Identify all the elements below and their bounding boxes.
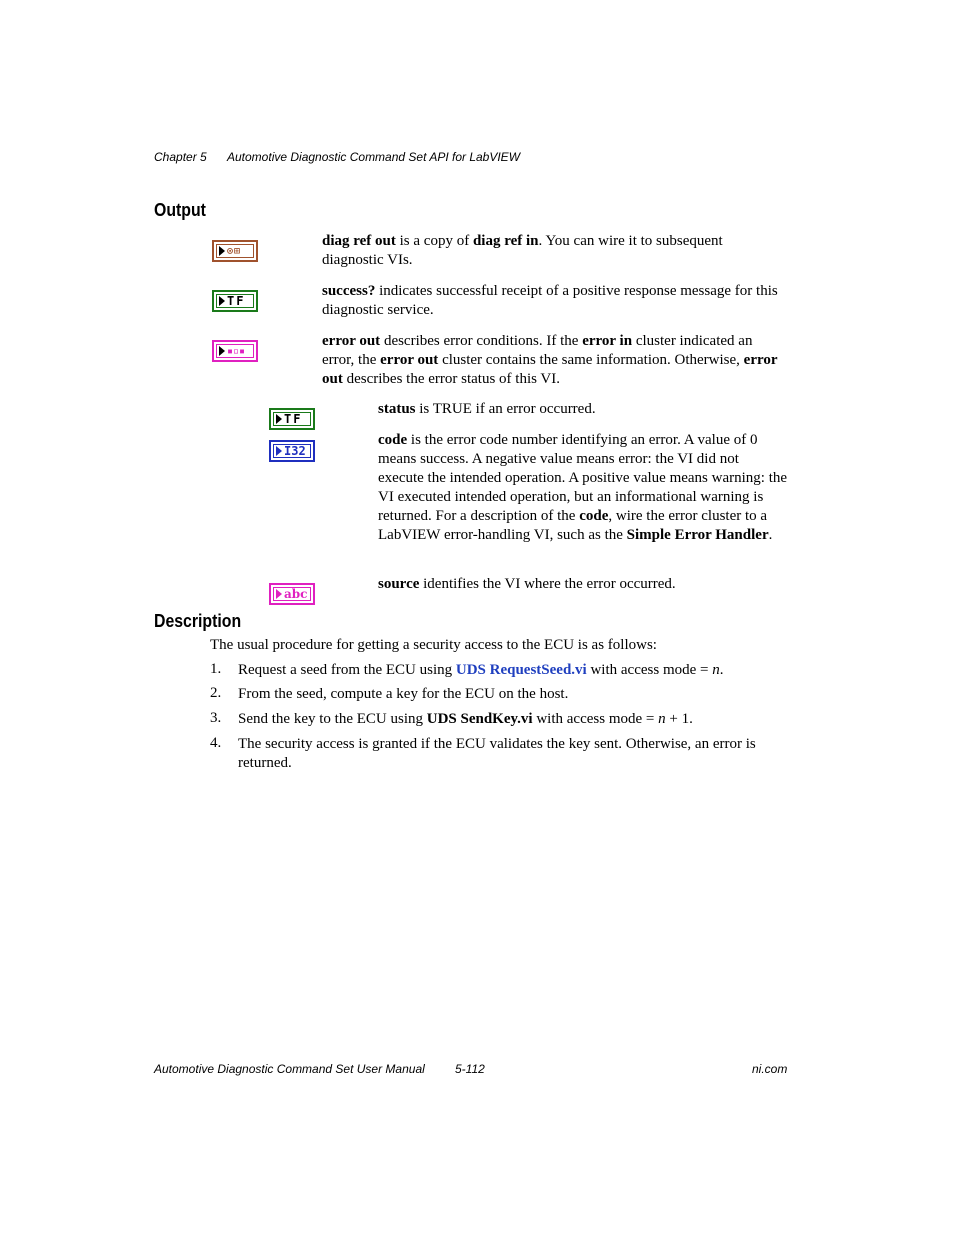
boolean-terminal-icon: TF — [212, 290, 258, 312]
footer-page-number: 5-112 — [455, 1062, 485, 1076]
diag-ref-out-desc: diag ref out is a copy of diag ref in. You can wire it to subsequent diagnostic VIs. — [322, 233, 723, 268]
list-item: Request a seed from the ECU using UDS RequestSeed.vi with access mode = n. — [238, 662, 724, 678]
description-heading: Description — [154, 611, 242, 631]
code-desc: code is the error code number identifying an error. A value of 0 means success. A negative value means error: the VI did not execute the intended operation. A positive value means warning: the VI executed intended operation, but an informational warning is returned. For a description of the code, wire the error cluster to a LabVIEW error-handling VI, such as the Simple Error Handler. — [378, 432, 788, 543]
step-number: 4. — [210, 735, 222, 751]
i32-terminal-icon: I32 — [269, 440, 315, 462]
output-heading: Output — [154, 200, 206, 220]
refnum-terminal-icon: ⊙⊞ — [212, 240, 258, 262]
list-item: Send the key to the ECU using UDS SendKey.vi with access mode = n + 1. — [238, 711, 693, 727]
uds-requestseed-link[interactable]: UDS RequestSeed.vi — [455, 662, 587, 678]
term-name: diag ref out — [322, 233, 396, 249]
list-item: From the seed, compute a key for the ECU on the host. — [238, 686, 569, 702]
boolean-terminal-icon: TF — [269, 408, 315, 430]
list-item: The security access is granted if the ECU validates the key sent. Otherwise, an error is returned. — [238, 736, 756, 771]
string-terminal-icon: abc — [269, 583, 315, 605]
step-number: 2. — [210, 685, 222, 701]
source-desc: source identifies the VI where the error occurred. — [378, 576, 676, 592]
error-out-desc: error out describes error conditions. If the error in cluster indicated an error, the error out cluster contains the same information. Otherwise, error out describes the error status of this VI. — [322, 333, 778, 387]
step-number: 1. — [210, 661, 222, 677]
status-desc: status is TRUE if an error occurred. — [378, 401, 596, 417]
footer-site[interactable]: ni.com — [752, 1062, 788, 1076]
footer-manual: Automotive Diagnostic Command Set User Manual — [154, 1062, 425, 1076]
step-number: 3. — [210, 710, 222, 726]
cluster-terminal-icon: ▪▫▪ — [212, 340, 258, 362]
description-intro: The usual procedure for getting a security access to the ECU is as follows: — [210, 637, 657, 653]
chapter-title: Automotive Diagnostic Command Set API for LabVIEW — [227, 150, 521, 164]
chapter-label: Chapter 5 — [154, 150, 207, 164]
success-desc: success? indicates successful receipt of a positive response message for this diagnostic service. — [322, 283, 778, 318]
